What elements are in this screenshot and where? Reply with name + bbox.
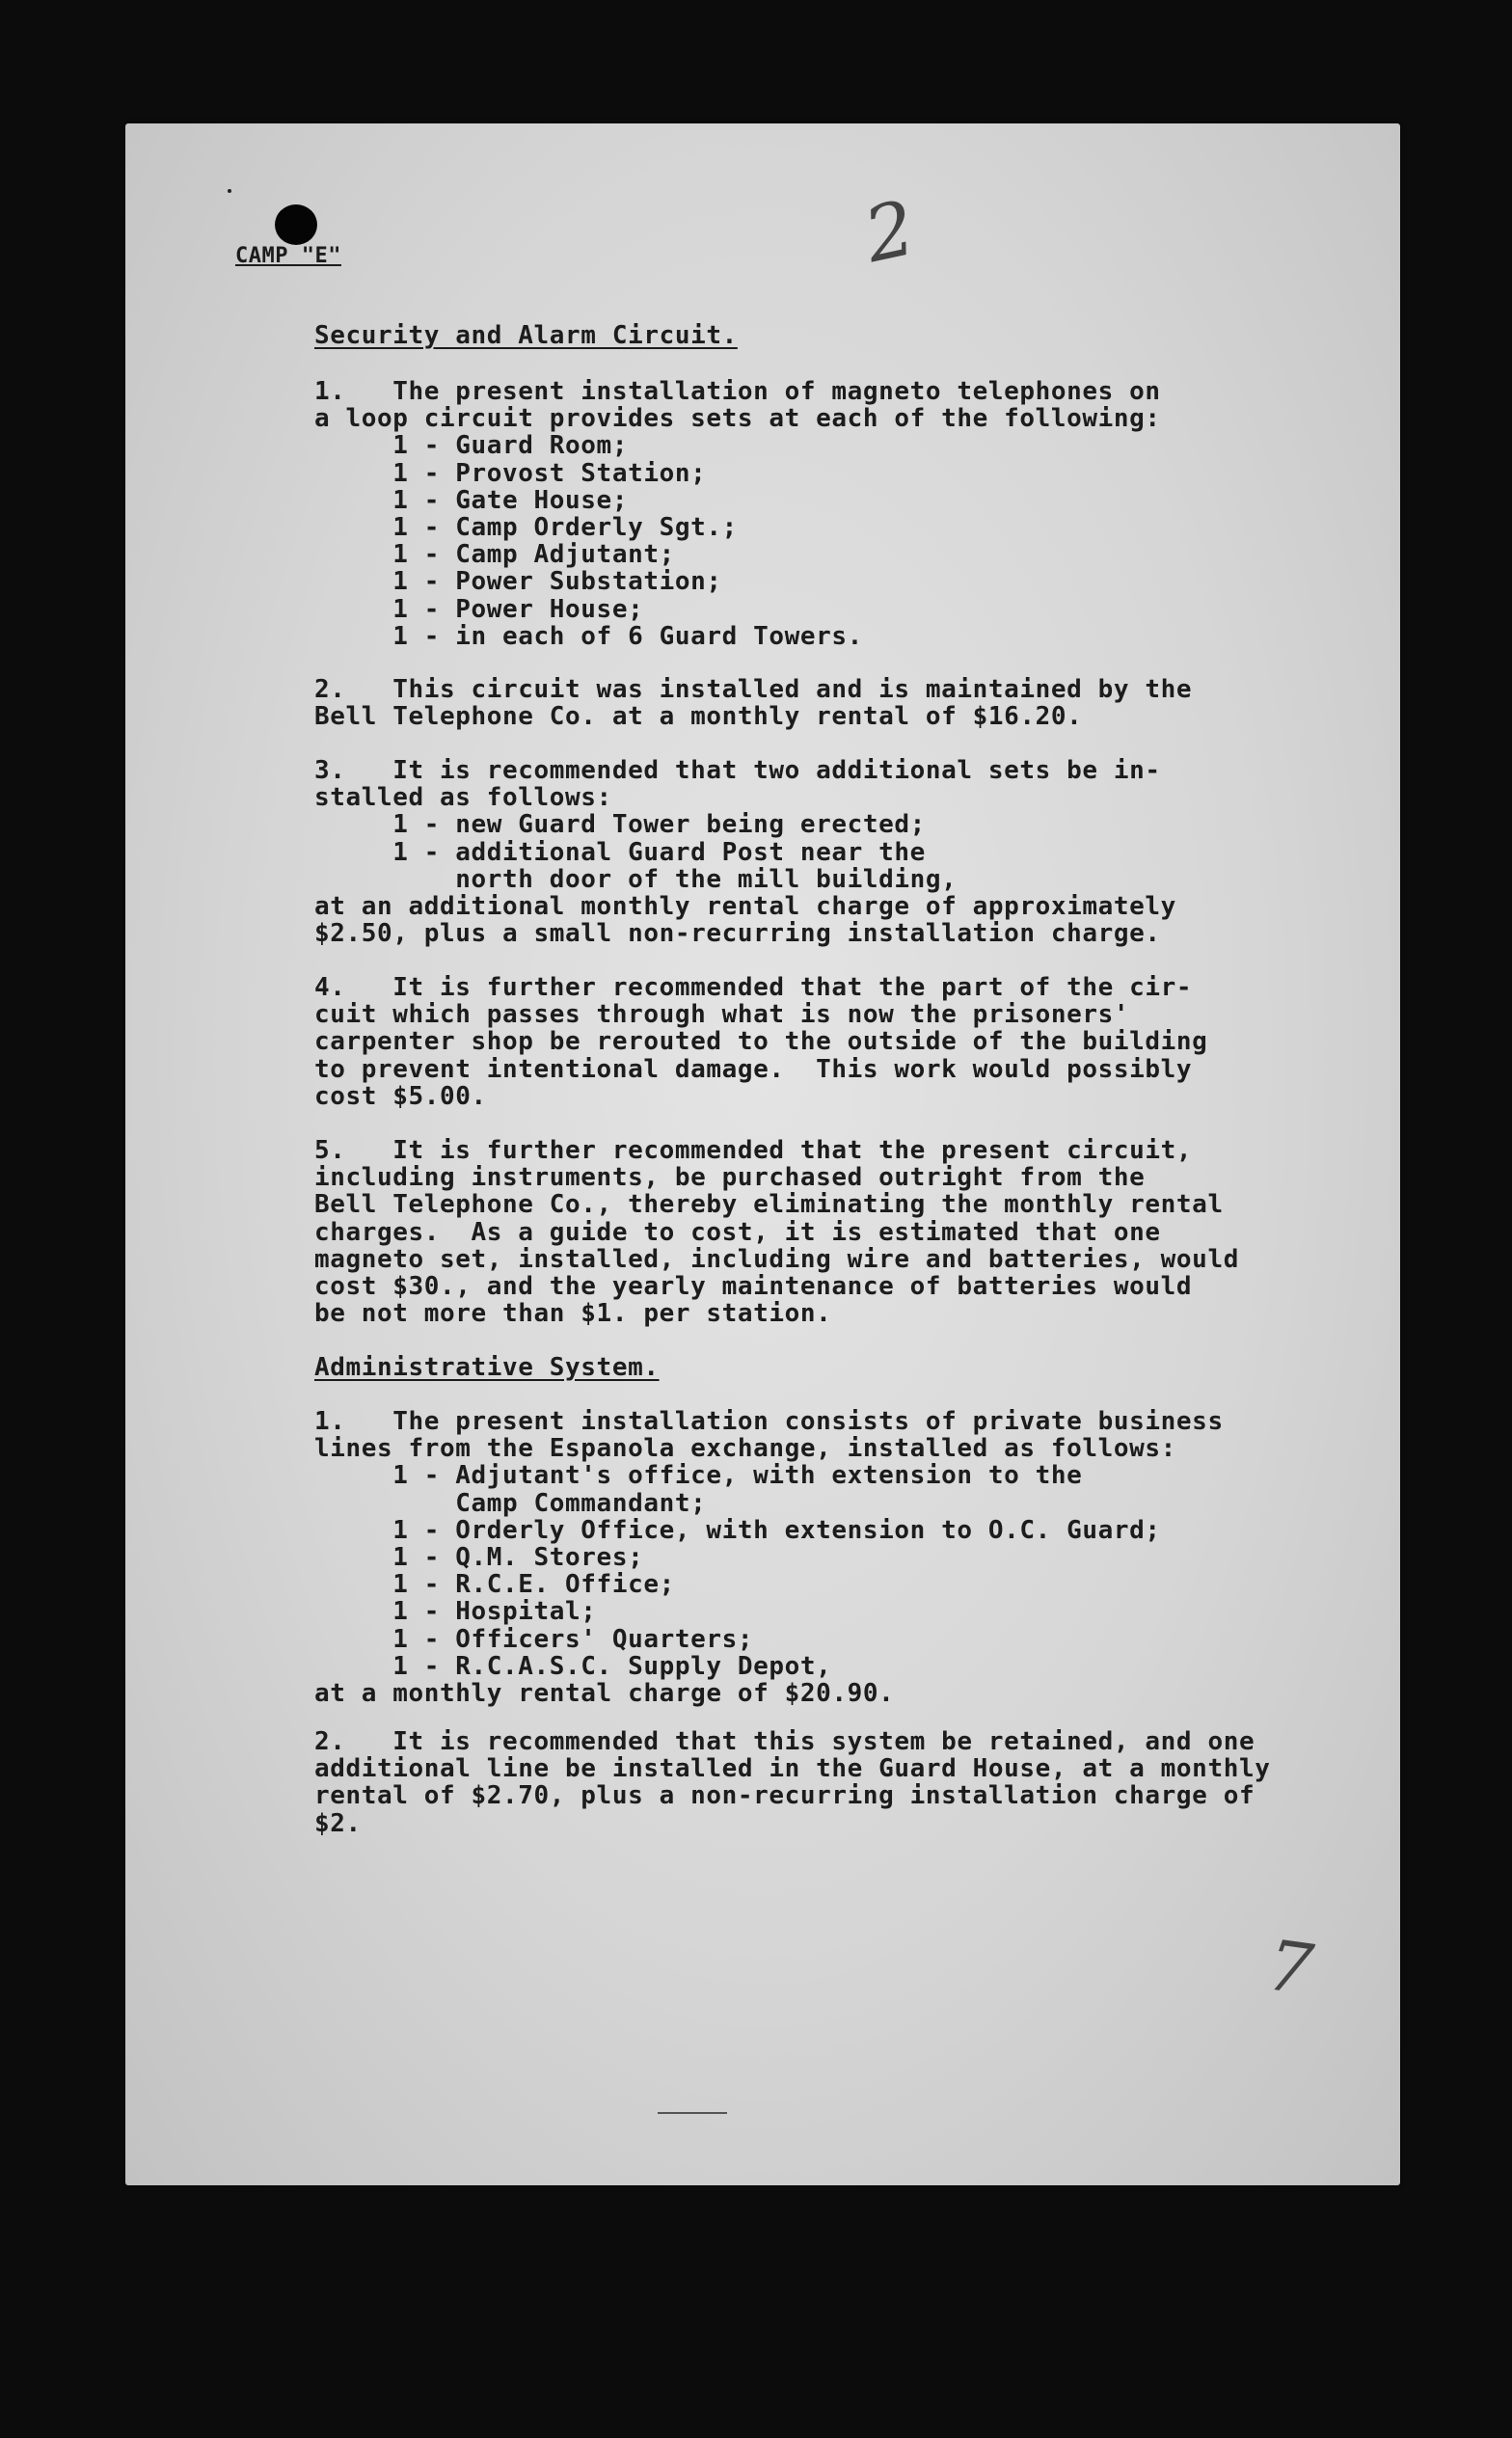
handwritten-page-mark: 2 (857, 184, 923, 281)
punch-hole (275, 204, 317, 245)
security-paragraph-1: 1. The present installation of magneto telephones on a loop circuit provides sets at each of the following: 1 - Guard Room; 1 - Provost Station; 1 - Gate House; 1 - Camp Orderly Sgt.; 1 - Camp Adjutant; 1 - Power Substation; 1 - Power House; 1 - in each of 6 Guard Towers. (314, 377, 1161, 651)
camp-label: CAMP "E" (235, 244, 341, 268)
security-paragraph-4: 4. It is further recommended that the part of the cir- cuit which passes through what is now the prisoners' carpenter shop be rerouted to the outside of the building to prevent intentional damage. This work would possibly cost $5.00. (314, 973, 1208, 1111)
security-paragraph-5: 5. It is further recommended that the present circuit, including instruments, be purchased outright from the Bell Telephone Co., thereby eliminating the monthly rental charges. As a guide to cost, it is estimated that one magneto set, installed, including wire and batteries, would cost $30., and the yearly maintenance of batteries would be not more than $1. per station. (314, 1136, 1239, 1329)
administrative-paragraph-1: 1. The present installation consists of private business lines from the Espanola exchange, installed as follows: 1 - Adjutant's office, with extension to the Camp Commandant; 1 - Orderly Office, with extension to O.C. Guard; 1 - Q.M. Stores; 1 - R.C.E. Office; 1 - Hospital; 1 - Officers' Quarters; 1 - R.C.A.S.C. Supply Depot, at a monthly rental charge of $20.90. (314, 1407, 1224, 1709)
security-paragraph-2: 2. This circuit was installed and is maintained by the Bell Telephone Co. at a monthly rental of $16.20. (314, 675, 1193, 732)
security-paragraph-3: 3. It is recommended that two additional sets be in- stalled as follows: 1 - new Guard Tower being erected; 1 - additional Guard Post near the north door of the mill building, at an additional monthly rental charge of approximately $2.50, plus a small non-recurring installation charge. (314, 756, 1176, 949)
ink-speck (228, 189, 231, 193)
section-heading-security: Security and Alarm Circuit. (314, 321, 738, 350)
bottom-divider (658, 2112, 727, 2114)
administrative-paragraph-2: 2. It is recommended that this system be retained, and one additional line be installed in the Guard House, at a monthly rental of $2.70, plus a non-recurring installation charge of $2. (314, 1727, 1271, 1838)
handwritten-corner-mark: 7 (1262, 1924, 1318, 2011)
section-heading-administrative: Administrative System. (314, 1353, 660, 1382)
